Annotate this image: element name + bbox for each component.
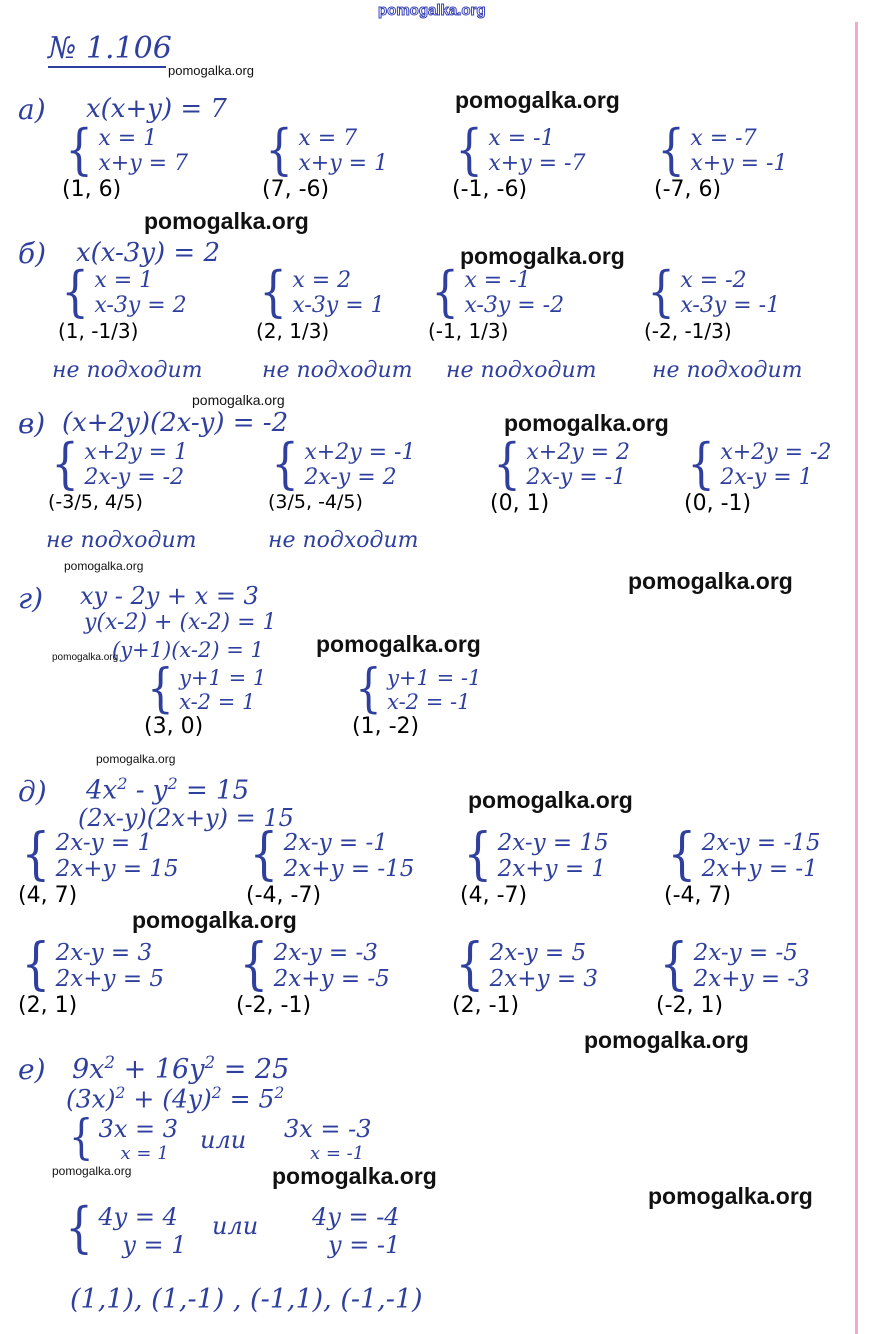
part-d-system-5: { 2x-y = 3 2x+y = 5 (2, 1) bbox=[18, 932, 165, 1018]
system-answer: (1, -2) bbox=[352, 714, 420, 740]
part-b-system-3: { x = -1 x-3y = -2 (-1, 1/3) bbox=[428, 260, 565, 343]
system-answer: (-2, -1) bbox=[236, 992, 312, 1018]
part-g-step-1: xy - 2y + x = 3 bbox=[80, 582, 259, 610]
part-b-system-1: { x = 1 x-3y = 2 (1, -1/3) bbox=[58, 260, 187, 343]
part-b-label: б) bbox=[18, 237, 47, 270]
part-a-system-2: { x = 7 x+y = 1 (7, -6) bbox=[262, 118, 389, 202]
system-line: 2x+y = -3 bbox=[693, 966, 810, 993]
system-line: 2x-y = -5 bbox=[693, 940, 798, 966]
system-line: x = 1 bbox=[94, 268, 154, 293]
system-line: y = 1 bbox=[122, 1230, 187, 1259]
part-e-y-system: { 4y = 4 y = 1 bbox=[65, 1196, 187, 1259]
system-line: 2x-y = -1 bbox=[283, 830, 388, 856]
part-g-step-3: (y+1)(x-2) = 1 bbox=[112, 638, 264, 662]
system-line: x+y = -7 bbox=[488, 151, 586, 177]
system-answer: (3/5, -4/5) bbox=[268, 490, 363, 513]
system-line: 2x-y = 15 bbox=[497, 830, 609, 856]
part-d-system-7: { 2x-y = 5 2x+y = 3 (2, -1) bbox=[452, 932, 599, 1018]
part-v-system-1: { x+2y = 1 2x-y = -2 (-3/5, 4/5) bbox=[48, 432, 189, 513]
or-word: или bbox=[212, 1212, 259, 1240]
watermark: pomogalka.org bbox=[272, 1163, 437, 1189]
system-line: 2x-y = 2 bbox=[304, 465, 397, 491]
problem-number: № 1.106 bbox=[48, 31, 172, 66]
system-line: 2x-y = -2 bbox=[84, 465, 185, 491]
system-line: 3x = 3 bbox=[98, 1115, 178, 1143]
part-a-label: а) bbox=[18, 93, 46, 126]
part-e-label: е) bbox=[18, 1053, 46, 1086]
part-b-equation: x(x-3y) = 2 bbox=[76, 238, 221, 268]
part-v-label: в) bbox=[18, 407, 46, 440]
system-answer: (4, 7) bbox=[18, 882, 78, 908]
system-line: y+1 = 1 bbox=[179, 666, 267, 690]
system-line: x-3y = -2 bbox=[464, 293, 565, 319]
not-suitable-note: не подходит bbox=[652, 358, 803, 383]
system-line: 2x-y = -15 bbox=[701, 830, 821, 856]
system-answer: (2, -1) bbox=[452, 992, 520, 1018]
or-word: или bbox=[200, 1126, 247, 1154]
system-line: 2x-y = 1 bbox=[55, 830, 153, 856]
system-line: 2x+y = 1 bbox=[497, 856, 607, 883]
system-line: x+2y = -2 bbox=[720, 440, 832, 465]
part-e-x-system: { 3x = 3 x = 1 bbox=[69, 1109, 178, 1165]
part-e-x-case-2: 3x = -3 x = -1 bbox=[284, 1115, 372, 1164]
system-line: x = 1 bbox=[98, 126, 158, 151]
watermark: pomogalka.org bbox=[132, 907, 297, 933]
top-watermark: pomogalka.org bbox=[378, 2, 486, 19]
part-a-system-3: { x = -1 x+y = -7 (-1, -6) bbox=[452, 118, 586, 202]
part-e-equation: $9x^2 + 16y^2 = 25$ bbox=[72, 1052, 290, 1085]
watermark: pomogalka.org bbox=[460, 243, 625, 269]
page-margin-line bbox=[855, 22, 858, 1334]
watermark: pomogalka.org bbox=[192, 392, 285, 408]
part-d-equation: $4x^2 - y^2 = 15$ bbox=[86, 774, 250, 806]
system-answer: (2, 1) bbox=[18, 992, 78, 1018]
system-answer: (-3/5, 4/5) bbox=[48, 490, 143, 513]
part-v-equation: (x+2y)(2x-y) = -2 bbox=[62, 408, 289, 438]
system-answer: (4, -7) bbox=[460, 882, 528, 908]
not-suitable-note: не подходит bbox=[446, 358, 597, 383]
part-a-system-4: { x = -7 x+y = -1 (-7, 6) bbox=[654, 118, 788, 202]
system-line: x = 1 bbox=[120, 1142, 169, 1164]
system-line: x = 2 bbox=[292, 268, 352, 293]
system-line: 2x+y = -1 bbox=[701, 856, 818, 883]
part-e-step-2: $(3x)^2 + (4y)^2 = 5^2$ bbox=[66, 1084, 285, 1114]
system-line: x+2y = -1 bbox=[304, 440, 416, 465]
system-line: 2x-y = 5 bbox=[489, 940, 587, 966]
watermark: pomogalka.org bbox=[168, 63, 254, 78]
part-d-system-6: { 2x-y = -3 2x+y = -5 (-2, -1) bbox=[236, 932, 390, 1018]
system-line: x-3y = 1 bbox=[292, 293, 385, 319]
system-line: 2x-y = 3 bbox=[55, 940, 153, 966]
system-line: y+1 = -1 bbox=[387, 666, 482, 690]
system-line: 4y = 4 bbox=[98, 1203, 178, 1231]
system-line: 2x+y = -15 bbox=[283, 856, 415, 883]
system-answer: (1, 6) bbox=[62, 176, 122, 202]
system-line: x-3y = -1 bbox=[680, 293, 781, 319]
system-line: x-3y = 2 bbox=[94, 293, 187, 319]
system-line: x = -1 bbox=[464, 268, 531, 293]
part-v-system-4: { x+2y = -2 2x-y = 1 (0, -1) bbox=[684, 432, 832, 516]
system-answer: (7, -6) bbox=[262, 176, 330, 202]
system-answer: (-4, 7) bbox=[664, 882, 732, 908]
not-suitable-note: не подходит bbox=[268, 528, 419, 553]
system-answer: (-2, -1/3) bbox=[644, 318, 732, 343]
part-a-system-1: { x = 1 x+y = 7 (1, 6) bbox=[62, 118, 189, 202]
not-suitable-note: не подходит bbox=[262, 358, 413, 383]
system-answer: (2, 1/3) bbox=[256, 318, 330, 343]
part-a-equation: x(x+y) = 7 bbox=[86, 94, 227, 124]
part-d-system-1: { 2x-y = 1 2x+y = 15 (4, 7) bbox=[18, 822, 179, 908]
watermark: pomogalka.org bbox=[584, 1027, 749, 1053]
not-suitable-note: не подходит bbox=[52, 358, 203, 383]
system-line: 2x+y = 15 bbox=[55, 856, 179, 883]
part-e-y-case-2: 4y = -4 y = -1 bbox=[312, 1203, 401, 1259]
system-answer: (0, 1) bbox=[490, 490, 550, 516]
system-line: x = -7 bbox=[690, 126, 757, 151]
part-g-label: г) bbox=[18, 582, 44, 615]
watermark: pomogalka.org bbox=[504, 410, 669, 436]
part-e-answers: (1,1), (1,-1) , (-1,1), (-1,-1) bbox=[70, 1284, 423, 1315]
part-b-system-4: { x = -2 x-3y = -1 (-2, -1/3) bbox=[644, 260, 781, 343]
system-line: x-2 = -1 bbox=[387, 690, 471, 715]
system-line: x = -2 bbox=[680, 268, 747, 293]
system-line: x+2y = 2 bbox=[526, 440, 631, 465]
watermark: pomogalka.org bbox=[52, 1164, 132, 1178]
problem-number-underline bbox=[48, 66, 166, 68]
watermark: pomogalka.org bbox=[648, 1183, 813, 1209]
system-answer: (3, 0) bbox=[144, 714, 204, 740]
part-v-system-2: { x+2y = -1 2x-y = 2 (3/5, -4/5) bbox=[268, 432, 416, 513]
system-line: 2x+y = 3 bbox=[489, 966, 599, 993]
part-d-label: д) bbox=[18, 775, 47, 808]
watermark: pomogalka.org bbox=[316, 631, 481, 657]
system-line: x+y = -1 bbox=[690, 151, 788, 177]
system-line: x+2y = 1 bbox=[84, 440, 189, 465]
watermark: pomogalka.org bbox=[64, 559, 144, 573]
part-g-step-2: y(x-2) + (x-2) = 1 bbox=[84, 610, 277, 635]
watermark: pomogalka.org bbox=[144, 208, 309, 234]
system-answer: (-4, -7) bbox=[246, 882, 322, 908]
system-line: x = -1 bbox=[488, 126, 555, 151]
part-d-system-2: { 2x-y = -1 2x+y = -15 (-4, -7) bbox=[246, 822, 415, 908]
system-line: x+y = 1 bbox=[298, 151, 389, 177]
part-b-system-2: { x = 2 x-3y = 1 (2, 1/3) bbox=[256, 260, 385, 343]
not-suitable-note: не подходит bbox=[46, 528, 197, 553]
part-d-system-4: { 2x-y = -15 2x+y = -1 (-4, 7) bbox=[664, 822, 821, 908]
watermark: pomogalka.org bbox=[628, 568, 793, 594]
system-answer: (-1, -6) bbox=[452, 176, 528, 202]
part-d-system-3: { 2x-y = 15 2x+y = 1 (4, -7) bbox=[460, 822, 609, 908]
system-answer: (1, -1/3) bbox=[58, 318, 139, 343]
part-d-step-2: (2x-y)(2x+y) = 15 bbox=[78, 804, 294, 832]
part-g-system-1: { y+1 = 1 x-2 = 1 (3, 0) bbox=[144, 659, 267, 740]
part-d-system-8: { 2x-y = -5 2x+y = -3 (-2, 1) bbox=[656, 932, 810, 1018]
system-line: 2x-y = 1 bbox=[720, 465, 813, 491]
watermark: pomogalka.org bbox=[52, 652, 119, 663]
system-line: 2x-y = -3 bbox=[273, 940, 378, 966]
system-line: 2x-y = -1 bbox=[526, 465, 627, 491]
system-line: 2x+y = -5 bbox=[273, 966, 390, 993]
watermark: pomogalka.org bbox=[455, 87, 620, 113]
system-line: x = 7 bbox=[298, 126, 358, 151]
system-answer: (0, -1) bbox=[684, 490, 752, 516]
system-line: 2x+y = 5 bbox=[55, 966, 165, 993]
system-answer: (-2, 1) bbox=[656, 992, 724, 1018]
part-v-system-3: { x+2y = 2 2x-y = -1 (0, 1) bbox=[490, 432, 631, 516]
part-g-system-2: { y+1 = -1 x-2 = -1 (1, -2) bbox=[352, 659, 482, 740]
system-line: x+y = 7 bbox=[98, 151, 189, 177]
watermark: pomogalka.org bbox=[96, 752, 176, 766]
system-answer: (-1, 1/3) bbox=[428, 318, 509, 343]
system-line: x-2 = 1 bbox=[179, 690, 256, 715]
system-answer: (-7, 6) bbox=[654, 176, 722, 202]
watermark: pomogalka.org bbox=[468, 787, 633, 813]
